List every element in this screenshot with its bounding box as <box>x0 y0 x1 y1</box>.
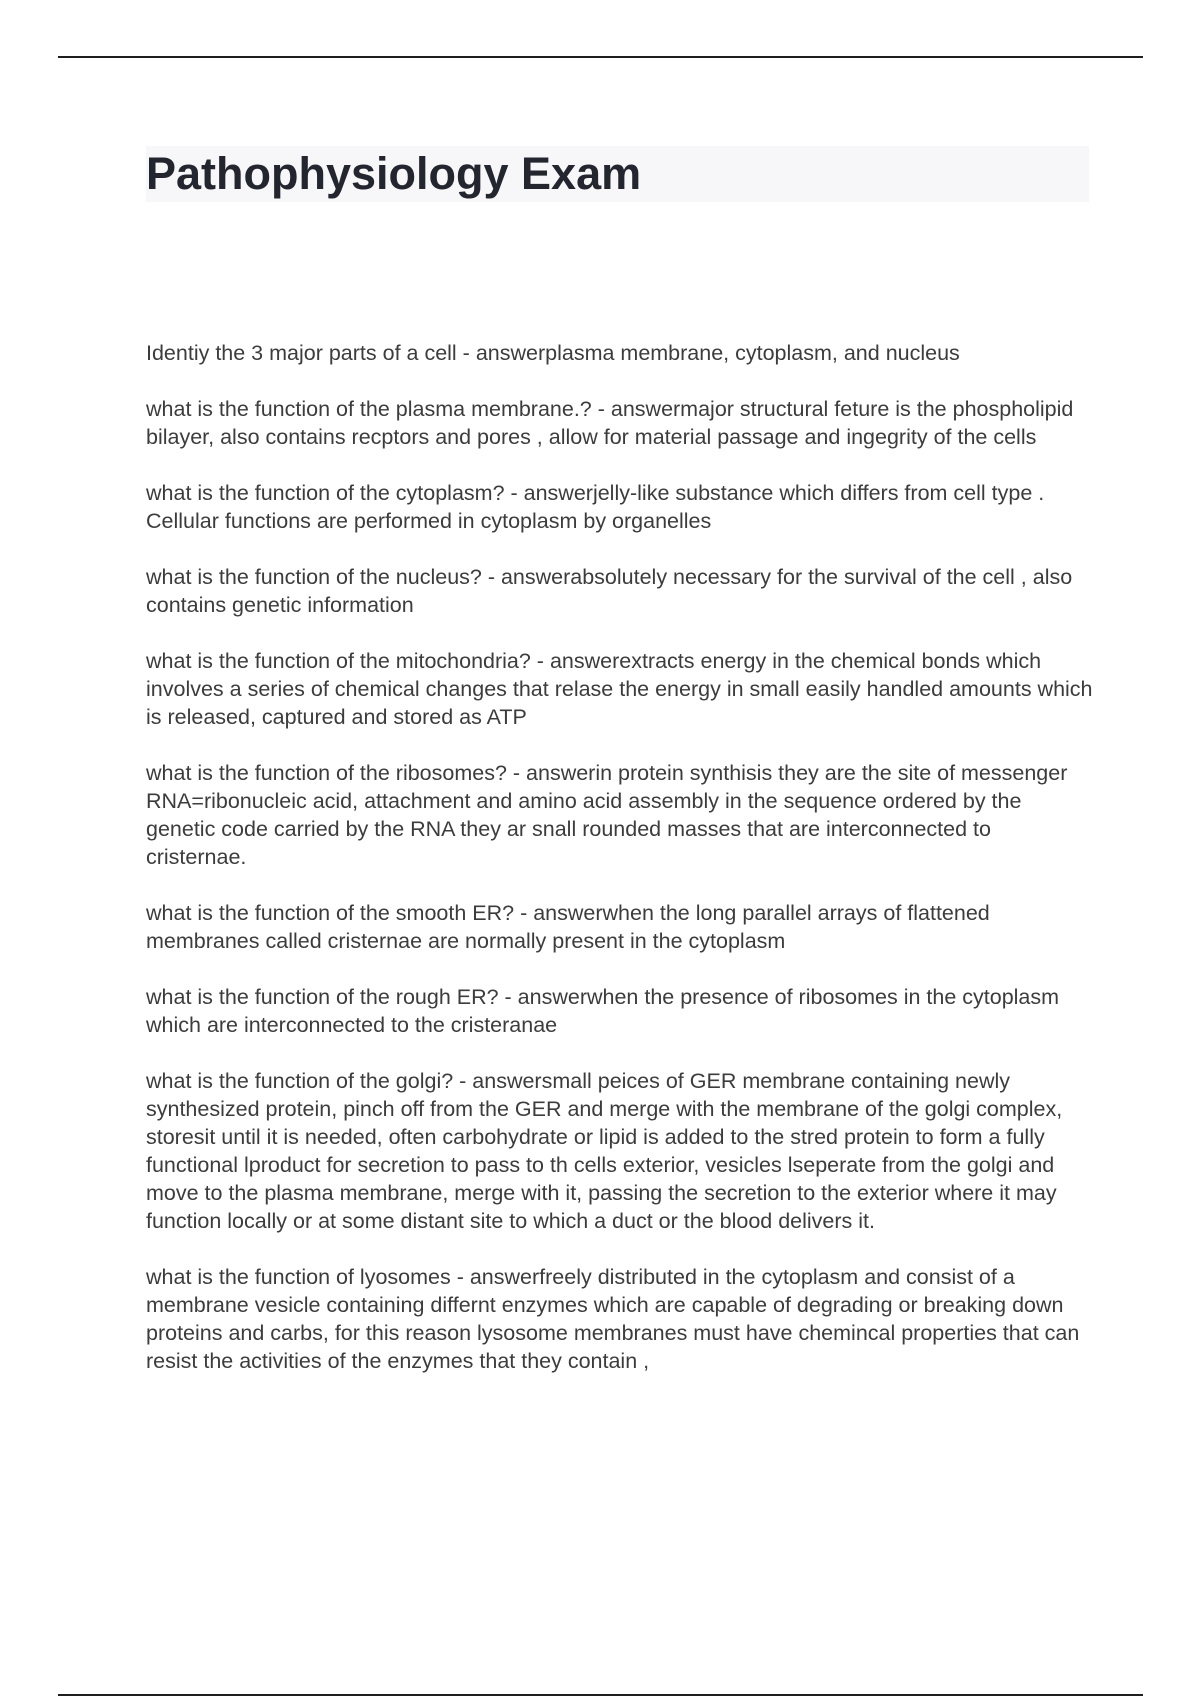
qa-item-8: what is the function of the rough ER? - answerwhen the presence of ribosomes in the cytoplasm which are interconnected to the cristeranae <box>146 985 1060 1037</box>
qa-item-3: what is the function of the cytoplasm? - answerjelly-like substance which differs from cell type . Cellular functions are performed in cytoplasm by organelles <box>146 481 1045 533</box>
qa-item-2: what is the function of the plasma membrane.? - answermajor structural feture is the phospholipid bilayer, also contains recptors and pores , allow for material passage and ingegrity of the cells <box>146 397 1074 449</box>
top-divider <box>58 56 1143 58</box>
qa-item-1: Identiy the 3 major parts of a cell - answerplasma membrane, cytoplasm, and nucleus <box>146 341 960 365</box>
qa-item-5: what is the function of the mitochondria? - answerextracts energy in the chemical bonds which involves a series of chemical changes that relase the energy in small easily handled amounts which is released, captured and stored as ATP <box>146 649 1093 729</box>
qa-item-4: what is the function of the nucleus? - answerabsolutely necessary for the survival of the cell , also contains genetic information <box>146 565 1073 617</box>
qa-item-7: what is the function of the smooth ER? - answerwhen the long parallel arrays of flattened membranes called cristernae are normally present in the cytoplasm <box>146 901 990 953</box>
qa-item-6: what is the function of the ribosomes? - answerin protein synthisis they are the site of messenger RNA=ribonucleic acid, attachment and amino acid assembly in the sequence ordered by the genetic code carried by the RNA they ar snall rounded masses that are interconnected to cristernae. <box>146 761 1068 869</box>
question-answer-list <box>146 339 1096 1403</box>
page-title: Pathophysiology Exam <box>146 148 642 199</box>
qa-item-10: what is the function of lyosomes - answerfreely distributed in the cytoplasm and consist of a membrane vesicle containing differnt enzymes which are capable of degrading or breaking down proteins and carbs, for this reason lysosome membranes must have chemincal properties that can resist the activities of the enzymes that they contain , <box>146 1265 1080 1373</box>
qa-item-9: what is the function of the golgi? - answersmall peices of GER membrane containing newly synthesized protein, pinch off from the GER and merge with the membrane of the golgi complex, storesit until it is needed, often carbohydrate or lipid is added to the stred protein to form a fully functional lproduct for secretion to pass to th cells exterior, vesicles lseperate from the golgi and move to the plasma membrane, merge with it, passing the secretion to the exterior where it may function locally or at some distant site to which a duct or the blood delivers it. <box>146 1069 1063 1233</box>
bottom-divider <box>58 1694 1143 1696</box>
